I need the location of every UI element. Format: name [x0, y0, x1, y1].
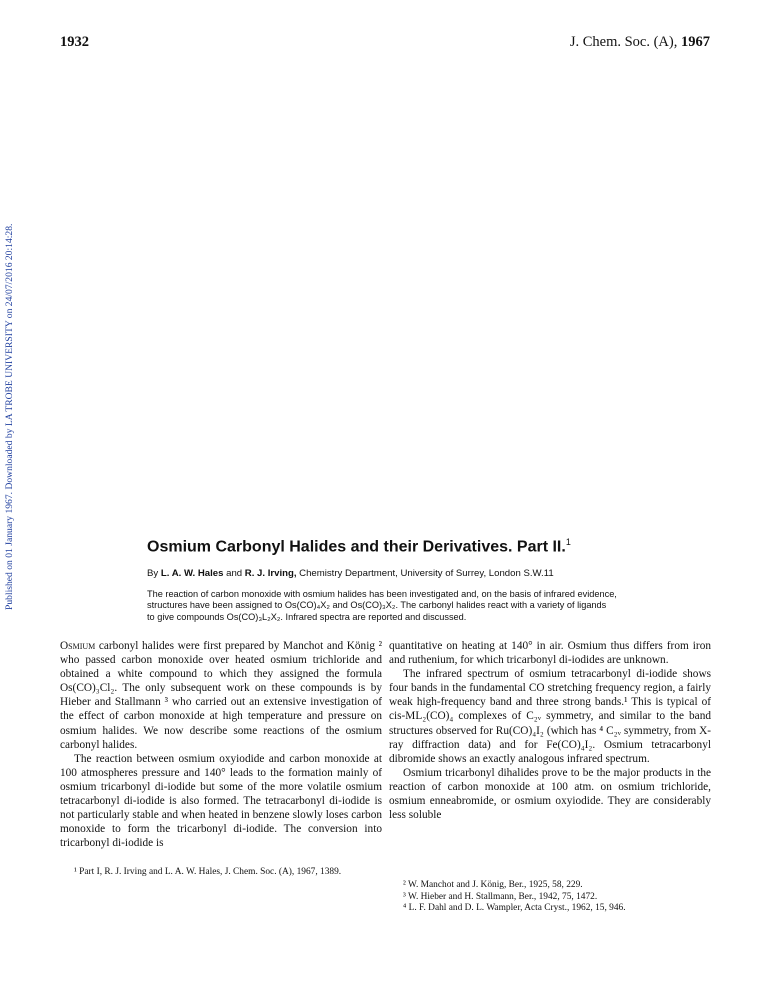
paragraph: The reaction between osmium oxyiodide and carbon monoxide at 100 atmospheres pressure and 140° leads to the formation mainly of osmium tricarbonyl di-iodide but some of the more volatile osmium tetracarbonyl di-iodide is also formed. The tetracarbonyl di-iodide is not particularly stable and when heated in benzene slowly loses carbon monoxide to form the tricarbonyl di-iodide. The conversion into tricarbonyl di-iodide is: [60, 752, 382, 850]
abstract-line-1: The reaction of carbon monoxide with osmium halides has been investigated and, on the basis of infrared evidence,: [147, 589, 617, 599]
body-column-right: [389, 639, 711, 822]
paragraph-text: carbonyl halides were first prepared by Manchot and König ² who passed carbon monoxide over heated osmium trichloride and obtained a white compound to which they assigned the formula Os(CO)₃Cl₂. The only subsequent work on these compounds is by Hieber and Stallmann ³ who carried out an extensive investigation of the effect of carbon monoxide at high temperature and pressure on osmium halides. We now describe some reactions of the osmium carbonyl halides.: [60, 640, 382, 751]
title-footnote-ref: 1: [565, 537, 571, 547]
paragraph: Osmium tricarbonyl dihalides prove to be the major products in the reaction of carbon monoxide at 100 atm. on osmium trichloride, osmium enneabromide, or osmium oxyiodide. They are considerably less soluble: [389, 766, 711, 822]
affiliation: Chemistry Department, University of Surrey, London S.W.11: [296, 568, 554, 579]
journal-reference: [570, 34, 710, 51]
journal-year: 1967: [681, 34, 710, 50]
byline: [147, 568, 554, 579]
download-watermark-text: Published on 01 January 1967. Downloaded by LA TROBE UNIVERSITY on 24/07/2016 20:14:28.: [4, 223, 15, 610]
paragraph: The infrared spectrum of osmium tetracarbonyl di-iodide shows four bands in the fundamental CO stretching frequency region, a fairly weak high-frequency band and three strong bands.¹ This is typical of cis-ML₂(CO)₄ complexes of C₂ᵥ symmetry, and similar to the band structures observed for Ru(CO)₄I₂ (which has ⁴ C₂ᵥ symmetry, from X-ray diffraction data) and for Fe(CO)₄I₂. Osmium tetracarbonyl dibromide shows an exactly analogous infrared spectrum.: [389, 668, 711, 765]
download-watermark[interactable]: [4, 170, 18, 610]
footnotes-left: [60, 867, 382, 879]
byline-and: and: [223, 568, 245, 579]
abstract-line-3: to give compounds Os(CO)₃L₂X₂. Infrared spectra are reported and discussed.: [147, 611, 467, 622]
footnote-4: ⁴ L. F. Dahl and D. L. Wampler, Acta Cryst., 1962, 15, 946.: [403, 903, 626, 914]
footnote-3: ³ W. Hieber and H. Stallmann, Ber., 1942, 75, 1472.: [403, 891, 598, 902]
footnotes-right: [389, 880, 715, 915]
footnote-1: ¹ Part I, R. J. Irving and L. A. W. Hales, J. Chem. Soc. (A), 1967, 1389.: [74, 867, 342, 877]
author-1: L. A. W. Hales: [160, 568, 224, 579]
paragraph-lead: Osmium: [60, 640, 96, 652]
footnote-2: ² W. Manchot and J. König, Ber., 1925, 58, 229.: [403, 880, 583, 890]
paragraph: quantitative on heating at 140° in air. Osmium thus differs from iron and ruthenium, for which tricarbonyl di-iodides are unknown.: [389, 640, 711, 667]
title-text: Osmium Carbonyl Halides and their Derivatives. Part II.: [147, 538, 566, 556]
abstract: [147, 589, 713, 623]
abstract-line-2: structures have been assigned to Os(CO)₄X₂ and Os(CO)₃X₂. The carbonyl halides react with a variety of ligands: [147, 600, 607, 611]
paragraph: [60, 639, 382, 752]
author-2: R. J. Irving,: [244, 568, 297, 579]
page-number: 1932: [60, 34, 89, 50]
journal-name: J. Chem. Soc. (A),: [569, 34, 681, 50]
body-column-left: [60, 639, 382, 850]
byline-by: By: [147, 568, 161, 579]
article-title: [147, 537, 571, 556]
